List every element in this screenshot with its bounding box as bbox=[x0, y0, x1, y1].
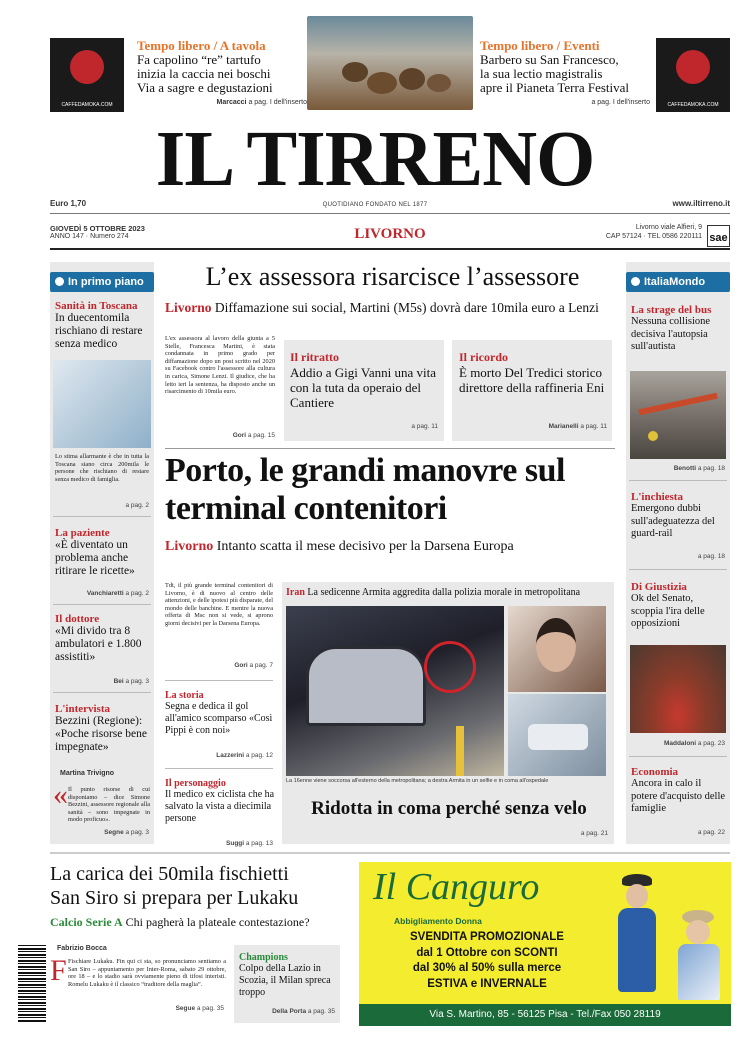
storia-credit: Lazzerini bbox=[216, 752, 245, 759]
box2-ref: a pag. 11 bbox=[580, 423, 607, 430]
bottom-rule bbox=[50, 852, 730, 854]
personaggio-credit: Suggi bbox=[226, 840, 245, 847]
left-s3-ref: a pag. 3 bbox=[125, 678, 149, 685]
champ-ref: a pag. 35 bbox=[307, 1008, 335, 1015]
left-s4-title[interactable]: Bezzini (Regione): «Poche risorse bene impegnate» bbox=[55, 715, 147, 753]
right-s4-title[interactable]: Ancora in calo il potere d'acquisto delle famiglie bbox=[631, 778, 726, 814]
barcode bbox=[18, 945, 46, 1023]
right-s3-credit: Maddaloni bbox=[663, 740, 697, 747]
senate-photo bbox=[630, 645, 726, 733]
teaser-left-credit: Marcacci bbox=[216, 99, 247, 106]
coffee-cup-icon bbox=[676, 50, 710, 84]
model-photo-2 bbox=[668, 908, 728, 1000]
champ-title: Colpo della Lazio in Scozia, il Milan spreca troppo bbox=[239, 963, 331, 998]
right-s4-ref: a pag. 22 bbox=[697, 829, 725, 836]
coffee-cup-icon bbox=[70, 50, 104, 84]
right-s1-credit: Benotti bbox=[673, 465, 697, 472]
model-photo-1 bbox=[606, 870, 666, 1000]
sport-body: Fischiare Lukaku. Fin qui ci sta, so pronunciamo sentiamo a San Siro – appuntamento per Inter-Roma, sabato 29 ottobre, ore 18 – e lo stadio sarà ovviamente pieno di tifosi interisti. Romelu Lukaku è il classico “traditore della maglia”. bbox=[68, 958, 226, 988]
right-s1-kicker: La strage del bus bbox=[631, 304, 712, 316]
box1-title: Addio a Gigi Vanni una vita con la tuta da operaio del Cantiere bbox=[290, 365, 436, 410]
iran-headline[interactable]: Ridotta in coma perché senza velo bbox=[311, 798, 587, 819]
sae-logo bbox=[707, 225, 730, 247]
iran-strap: La sedicenne Armita aggredita dalla polizia morale in metropolitana bbox=[307, 587, 581, 598]
storia-kicker: La storia bbox=[165, 690, 204, 701]
left-s4-byline: Martina Trivigno bbox=[60, 770, 115, 777]
left-s4-credit: Segne bbox=[104, 829, 124, 836]
quote-mark-icon: « bbox=[53, 778, 68, 811]
left-s2-kicker: La paziente bbox=[55, 527, 110, 539]
left-s1-ref: a pag. 2 bbox=[125, 502, 149, 509]
iran-caption: La 16enne viene soccorsa all'esterno della metropolitana; a destra Armita in un selfie e in coma all'ospedale bbox=[286, 778, 549, 784]
left-s3-title[interactable]: «Mi divido tra 8 ambulatori e 1.800 assistiti» bbox=[55, 625, 142, 663]
right-s3-kicker: Di Giustizia bbox=[631, 581, 687, 593]
ad-line-2: dal 1 Ottobre con SCONTI bbox=[416, 946, 558, 959]
edition-name: LIVORNO bbox=[354, 226, 426, 242]
site-link[interactable]: www.iltirreno.it bbox=[672, 199, 730, 208]
left-s4-kicker: L'intervista bbox=[55, 703, 110, 715]
left-s4-body: Il punto risorse di cui disponiamo – dice Simone Bezzini, assessore regionale alla sanità – sono impegnate in modo proficuo». bbox=[68, 786, 150, 824]
personaggio-ref: a pag. 13 bbox=[245, 840, 273, 847]
left-s2-credit: Vanchiaretti bbox=[86, 590, 124, 597]
iran-kicker: Iran bbox=[286, 587, 305, 598]
right-s1-ref: a pag. 18 bbox=[697, 465, 725, 472]
right-s2-kicker: L'inchiesta bbox=[631, 491, 683, 503]
personaggio-kicker: Il personaggio bbox=[165, 778, 226, 789]
body-1-credit: Gori bbox=[232, 432, 247, 439]
teaser-left-line2[interactable]: inizia la caccia nei boschi bbox=[137, 66, 271, 81]
right-section-header[interactable] bbox=[626, 272, 730, 292]
sport-ref: a pag. 35 bbox=[196, 1005, 224, 1012]
sport-sub: Chi pagherà la plateale contestazione? bbox=[125, 915, 310, 929]
box1-kicker: Il ritratto bbox=[290, 350, 339, 364]
issue-date: GIOVEDÌ 5 OTTOBRE 2023 bbox=[50, 224, 145, 233]
ad-tagline: Abbigliamento Donna bbox=[394, 916, 482, 926]
masthead-title[interactable]: IL TIRRENO bbox=[155, 114, 595, 204]
sport-byline: Fabrizio Bocca bbox=[57, 945, 107, 952]
right-s3-ref: a pag. 23 bbox=[697, 740, 725, 747]
left-s3-credit: Bei bbox=[113, 678, 124, 685]
right-s4-kicker: Economia bbox=[631, 766, 679, 778]
ad-line-3: dal 30% al 50% sulla merce bbox=[412, 962, 562, 974]
left-section-label: In primo piano bbox=[68, 276, 144, 288]
left-s3-kicker: Il dottore bbox=[55, 613, 100, 625]
right-s2-title[interactable]: Emergono dubbi sull'adeguatezza del guard-rail bbox=[631, 503, 715, 539]
storia-title[interactable]: Segna e dedica il gol all'amico scomparso «Così Pippi è con noi» bbox=[165, 701, 273, 736]
coffee-ad-logo-right[interactable] bbox=[656, 38, 730, 112]
right-s1-title[interactable]: Nessuna collisione decisiva l'autopsia sull'autista bbox=[631, 316, 711, 352]
ad-footer: Via S. Martino, 85 - 56125 Pisa - Tel./Fax 050 28119 bbox=[359, 1004, 731, 1026]
teaser-right-line2[interactable]: la sua lectio magistralis bbox=[480, 66, 603, 81]
box2-credit: Marianelli bbox=[548, 423, 579, 430]
doctor-photo bbox=[53, 360, 151, 448]
box2-title: È morto Del Tredici storico direttore della raffineria Eni bbox=[459, 365, 605, 395]
metro-photo bbox=[286, 606, 504, 776]
masthead-rule bbox=[50, 213, 730, 214]
teaser-right-line3[interactable]: apre il Pianeta Terra Festival bbox=[480, 80, 630, 95]
left-s2-ref: a pag. 2 bbox=[125, 590, 149, 597]
left-s1-title[interactable]: In duecentomila rischiano di restare senza medico bbox=[55, 312, 143, 350]
sub2-city: Livorno bbox=[165, 539, 214, 554]
iran-ref: a pag. 21 bbox=[580, 830, 608, 837]
left-s1-body: Lo stima allarmante è che in tutta la Toscana siano circa 200mila le persone che rischiano di restare senza medico di famiglia. bbox=[55, 453, 149, 483]
champ-credit: Della Porta bbox=[272, 1008, 307, 1015]
left-s1-kicker: Sanità in Toscana bbox=[55, 300, 138, 312]
teaser-left-ref: a pag. I dell'inserto bbox=[248, 99, 307, 106]
truffle-photo bbox=[307, 16, 473, 110]
masthead-motto: QUOTIDIANO FONDATO NEL 1877 bbox=[322, 202, 428, 208]
box1-ref: a pag. 11 bbox=[411, 423, 438, 430]
teaser-left-line3[interactable]: Via a sagre e degustazioni bbox=[137, 80, 273, 95]
armita-selfie-photo bbox=[508, 606, 606, 692]
coffee-ad-label: CAFFEDAMOKA.COM bbox=[667, 102, 719, 108]
date-rule bbox=[50, 248, 730, 250]
right-s2-ref: a pag. 18 bbox=[697, 553, 725, 560]
body-2-ref: a pag. 7 bbox=[249, 662, 273, 669]
teaser-right-ref: a pag. I dell'inserto bbox=[591, 99, 650, 106]
storia-ref: a pag. 12 bbox=[245, 752, 273, 759]
sport-credit: Segue bbox=[175, 1005, 196, 1012]
sae-label: sae bbox=[709, 232, 728, 244]
ad-line-4: ESTIVA e INVERNALE bbox=[427, 977, 547, 990]
bus-crash-photo bbox=[630, 371, 726, 459]
ad-brand: Il Canguro bbox=[373, 866, 540, 908]
sport-headline-1[interactable]: La carica dei 50mila fischietti bbox=[50, 863, 289, 885]
teaser-right-line1[interactable]: Barbero su San Francesco, bbox=[480, 52, 619, 67]
sub1-city: Livorno bbox=[165, 300, 212, 315]
body-1-ref: a pag. 15 bbox=[247, 432, 275, 439]
teaser-left-kicker: Tempo libero / A tavola bbox=[137, 38, 266, 53]
address-line1: Livorno viale Alfieri, 9 bbox=[635, 224, 702, 231]
headline-2[interactable]: Porto, le grandi manovre sul terminal contenitori bbox=[165, 452, 565, 527]
right-section-label: ItaliaMondo bbox=[644, 276, 706, 288]
personaggio-title[interactable]: Il medico ex ciclista che ha salvato la vista a diecimila persone bbox=[165, 789, 275, 824]
coffee-ad-logo-left[interactable] bbox=[50, 38, 124, 112]
sub2-text: Intanto scatta il mese decisivo per la Darsena Europa bbox=[216, 539, 514, 554]
left-s2-title[interactable]: «È diventato un problema anche ritirare le ricette» bbox=[55, 539, 135, 577]
champ-kicker: Champions bbox=[239, 952, 288, 963]
headline-1[interactable]: L’ex assessora risarcisce l’assessore bbox=[205, 262, 580, 291]
sport-headline-2[interactable]: San Siro si prepara per Lukaku bbox=[50, 887, 299, 909]
box2-kicker: Il ricordo bbox=[459, 350, 508, 364]
armita-hospital-photo bbox=[508, 694, 606, 776]
right-s3-title[interactable]: Ok del Senato, scoppia l'ira delle opposizioni bbox=[631, 593, 705, 629]
teaser-left-line1[interactable]: Fa capolino “re” tartufo bbox=[137, 52, 261, 67]
issue-number: ANNO 147 · Numero 274 bbox=[50, 233, 129, 240]
sport-label: Calcio Serie A bbox=[50, 915, 123, 929]
teaser-right-kicker: Tempo libero / Eventi bbox=[480, 38, 600, 53]
price: Euro 1,70 bbox=[50, 199, 87, 208]
body-1: L'ex assessora al lavoro della giunta a 5 Stelle, Francesca Martini, è stata condannata in primo grado per diffamazione dopo un post scritto nel 2020 su Facebook contro l'assessore alla cultura in carica, Simone Lenzi. Il giudice, che ha letto ieri la sentenza, ha disposto anche un risarcimento di 10mila euro. bbox=[165, 335, 275, 396]
body-2: Tdt, il più grande terminal contenitori di Livorno, è di nuovo al centro delle attenzioni, e delle ipotesi più disparate, del mondo delle banchine. E mentre la nuova offerta di Msc non si vede, si aprono giorni decisivi per la Darsena Europa. bbox=[165, 582, 273, 627]
dropcap-f: F bbox=[50, 954, 67, 987]
sub1-text: Diffamazione sui social, Martini (M5s) dovrà dare 10mila euro a Lenzi bbox=[214, 300, 599, 315]
left-s4-ref: a pag. 3 bbox=[125, 829, 149, 836]
coffee-ad-label: CAFFEDAMOKA.COM bbox=[61, 102, 113, 108]
body-2-credit: Gori bbox=[234, 662, 248, 669]
address-line2: CAP 57124 · TEL 0586 220111 bbox=[605, 233, 702, 240]
ad-line-1: SVENDITA PROMOZIONALE bbox=[410, 931, 564, 943]
left-section-header[interactable] bbox=[50, 272, 154, 292]
